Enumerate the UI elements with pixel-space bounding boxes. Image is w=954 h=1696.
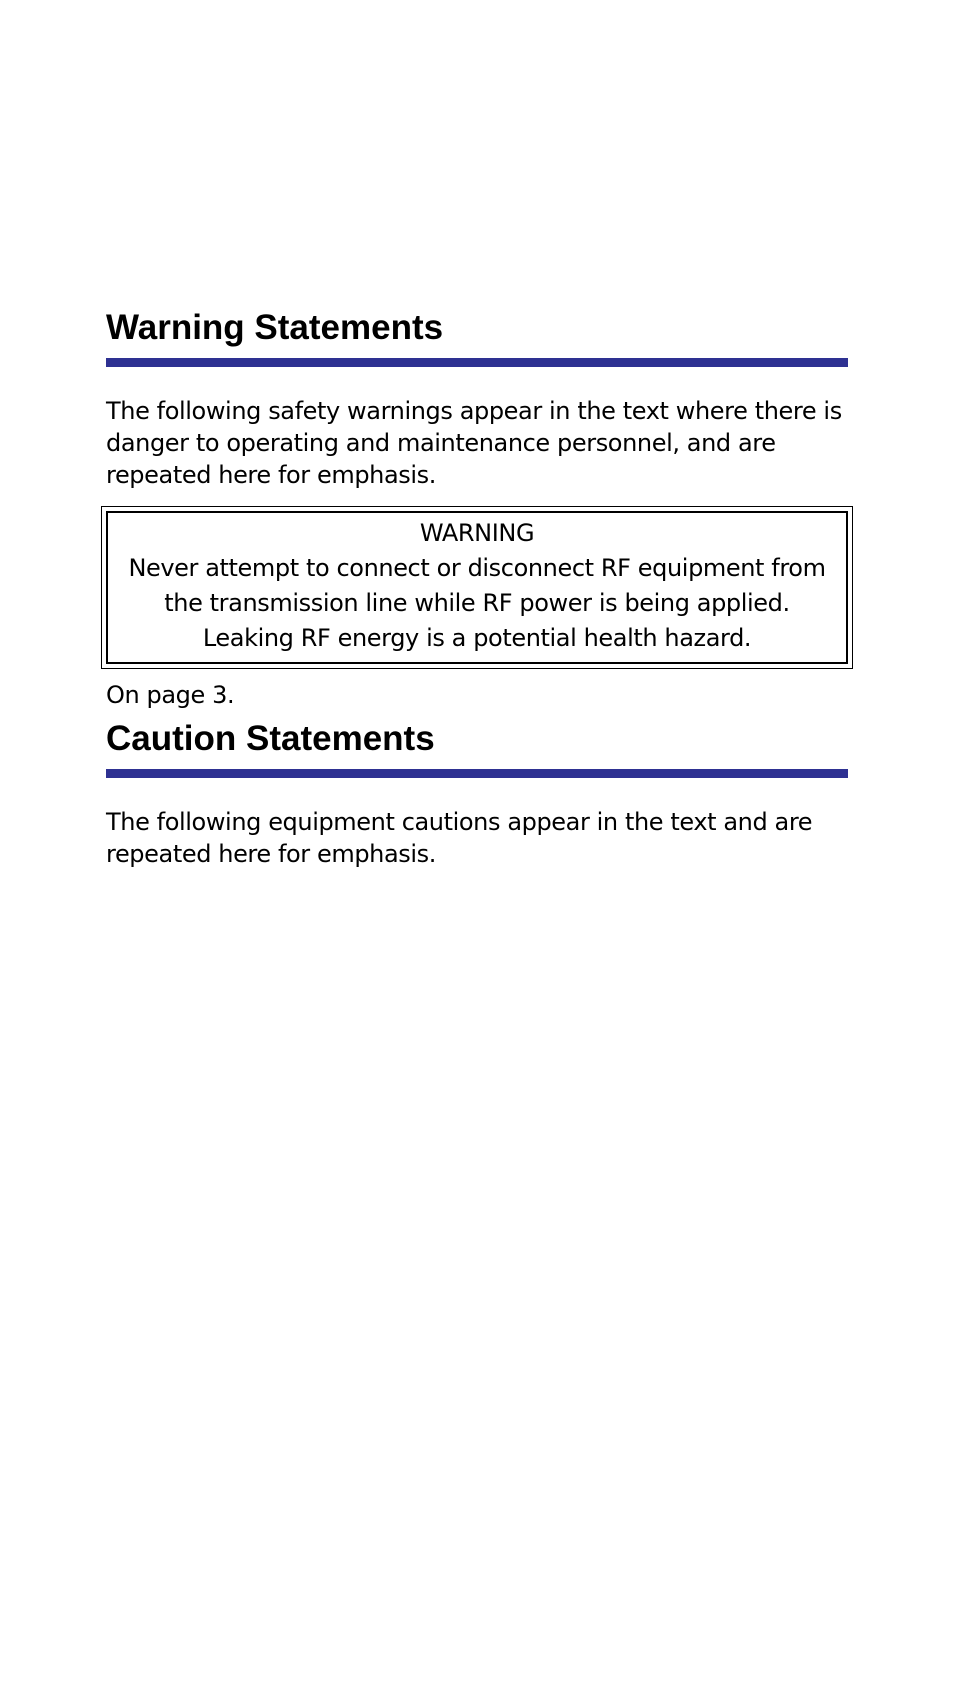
heading-rule bbox=[106, 769, 848, 778]
warning-intro-paragraph: The following safety warnings appear in the text where there is danger to operating and maintenance personnel, and are repeated here for emphasis. bbox=[106, 397, 842, 489]
caution-statements-heading: Caution Statements bbox=[106, 719, 435, 758]
caution-intro-paragraph: The following equipment cautions appear in the text and are repeated here for emphasis. bbox=[106, 808, 813, 868]
page-content bbox=[106, 300, 848, 870]
warning-line: Never attempt to connect or disconnect RF equipment from bbox=[128, 554, 826, 582]
page-reference: On page 3. bbox=[106, 681, 235, 709]
warning-title: WARNING bbox=[419, 519, 535, 547]
warning-box bbox=[101, 506, 853, 669]
warning-statements-heading: Warning Statements bbox=[106, 308, 444, 347]
warning-line: Leaking RF energy is a potential health hazard. bbox=[202, 624, 752, 652]
heading-rule bbox=[106, 358, 848, 367]
warning-box-inner bbox=[106, 511, 848, 664]
warning-line: the transmission line while RF power is being applied. bbox=[164, 589, 790, 617]
